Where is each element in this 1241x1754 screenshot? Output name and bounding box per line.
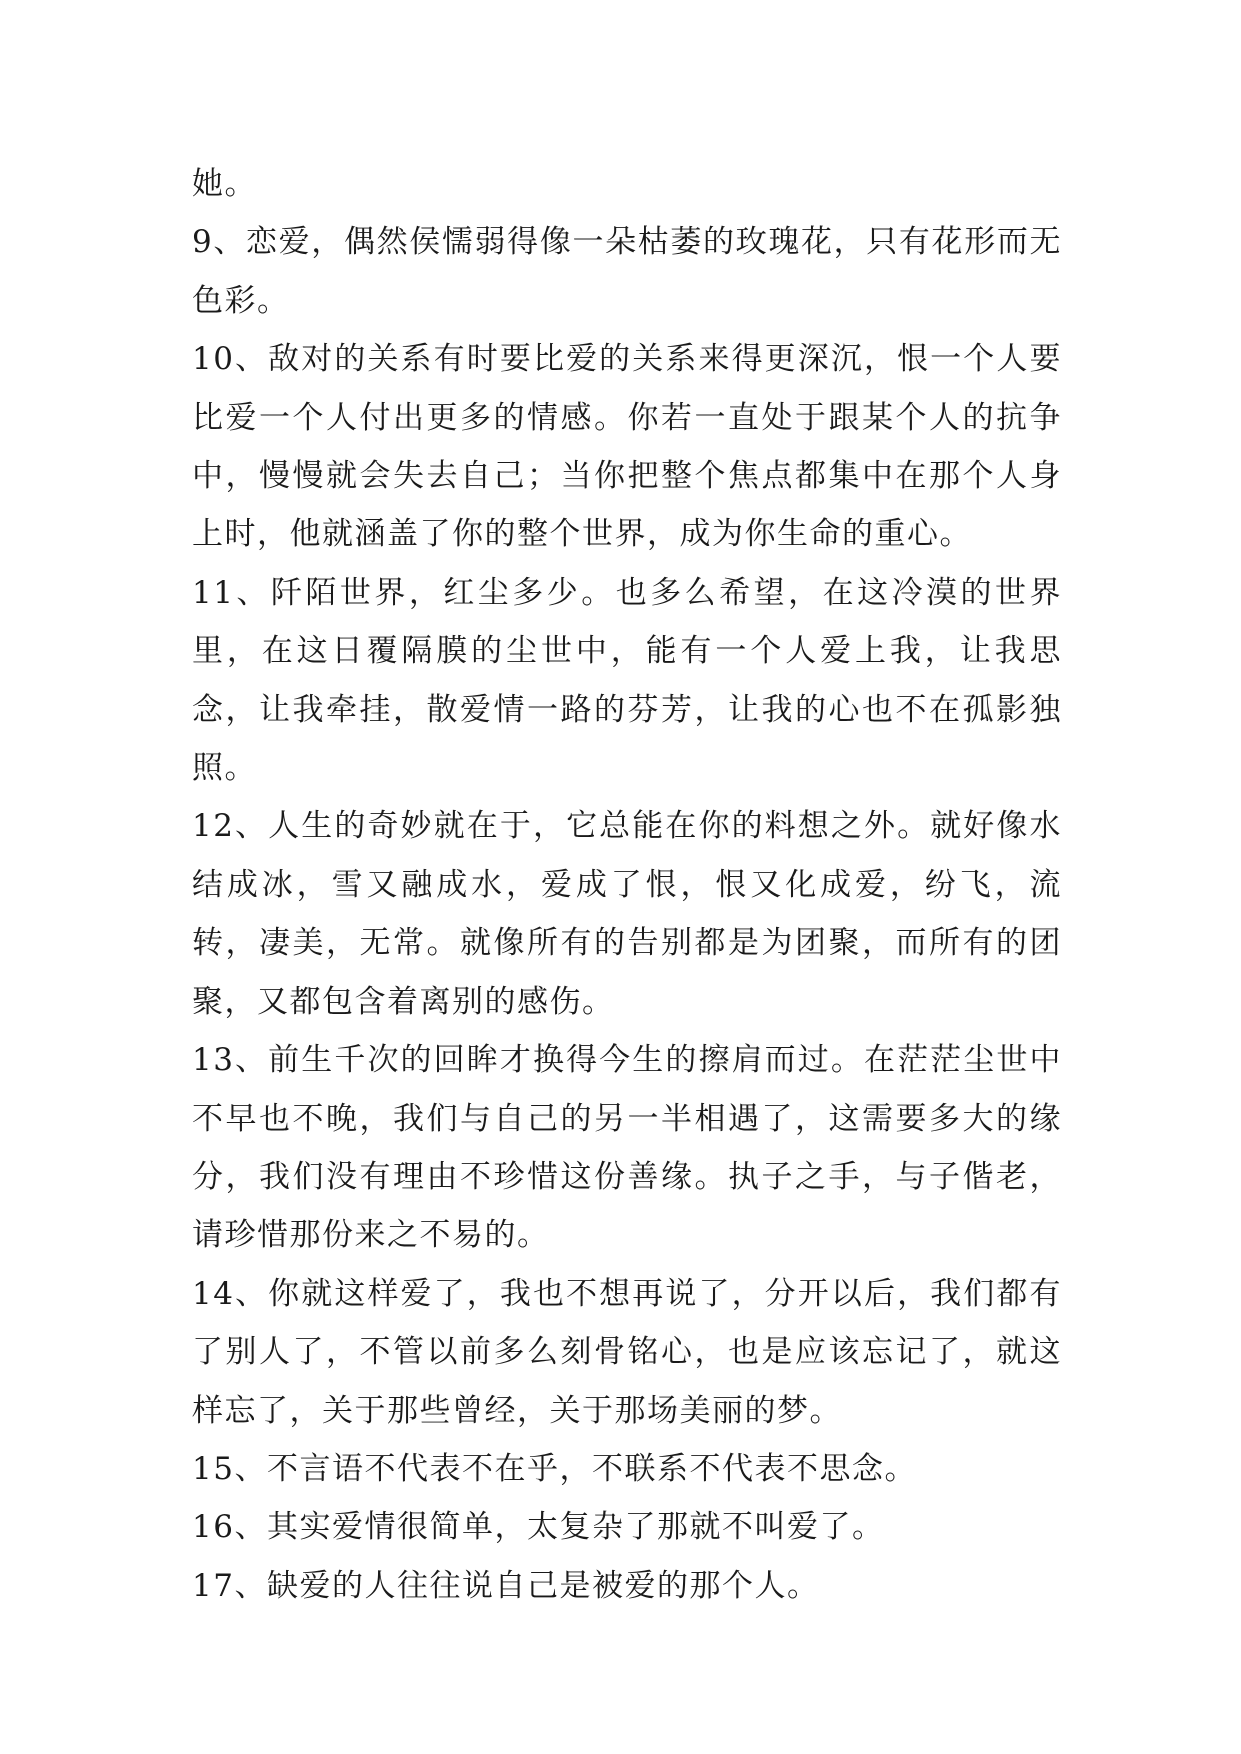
document-body — [192, 155, 1062, 1615]
paragraph-12: 12、人生的奇妙就在于，它总能在你的料想之外。就好像水结成冰，雪又融成水，爱成了恨，恨又化成爱，纷飞，流转，凄美，无常。就像所有的告别都是为团聚，而所有的团聚，又都包含着离别的感伤。 — [192, 808, 1062, 1020]
paragraph-17: 17、缺爱的人往往说自己是被爱的那个人。 — [192, 1567, 820, 1604]
paragraph-10: 10、敌对的关系有时要比爱的关系来得更深沉，恨一个人要比爱一个人付出更多的情感。你若一直处于跟某个人的抗争中，慢慢就会失去自己；当你把整个焦点都集中在那个人身上时，他就涵盖了你的整个世界，成为你生命的重心。 — [192, 341, 1062, 553]
paragraph-16: 16、其实爱情很简单，太复杂了那就不叫爱了。 — [192, 1509, 885, 1546]
paragraph-13: 13、前生千次的回眸才换得今生的擦肩而过。在茫茫尘世中不早也不晚，我们与自己的另一半相遇了，这需要多大的缘分，我们没有理由不珍惜这份善缘。执子之手，与子偕老，请珍惜那份来之不易的。 — [192, 1042, 1062, 1254]
paragraph-11: 11、阡陌世界，红尘多少。也多么希望，在这冷漠的世界里，在这日覆隔膜的尘世中，能有一个人爱上我，让我思念，让我牵挂，散爱情一路的芬芳，让我的心也不在孤影独照。 — [192, 574, 1062, 787]
paragraph-9: 9、恋爱，偶然侯懦弱得像一朵枯萎的玫瑰花，只有花形而无色彩。 — [192, 224, 1062, 319]
paragraph-15: 15、不言语不代表不在乎，不联系不代表不思念。 — [192, 1450, 917, 1487]
paragraph-continued: 她。 — [192, 166, 257, 202]
paragraph-14: 14、你就这样爱了，我也不想再说了，分开以后，我们都有了别人了，不管以前多么刻骨铭心，也是应该忘记了，就这样忘了，关于那些曾经，关于那场美丽的梦。 — [192, 1275, 1062, 1429]
